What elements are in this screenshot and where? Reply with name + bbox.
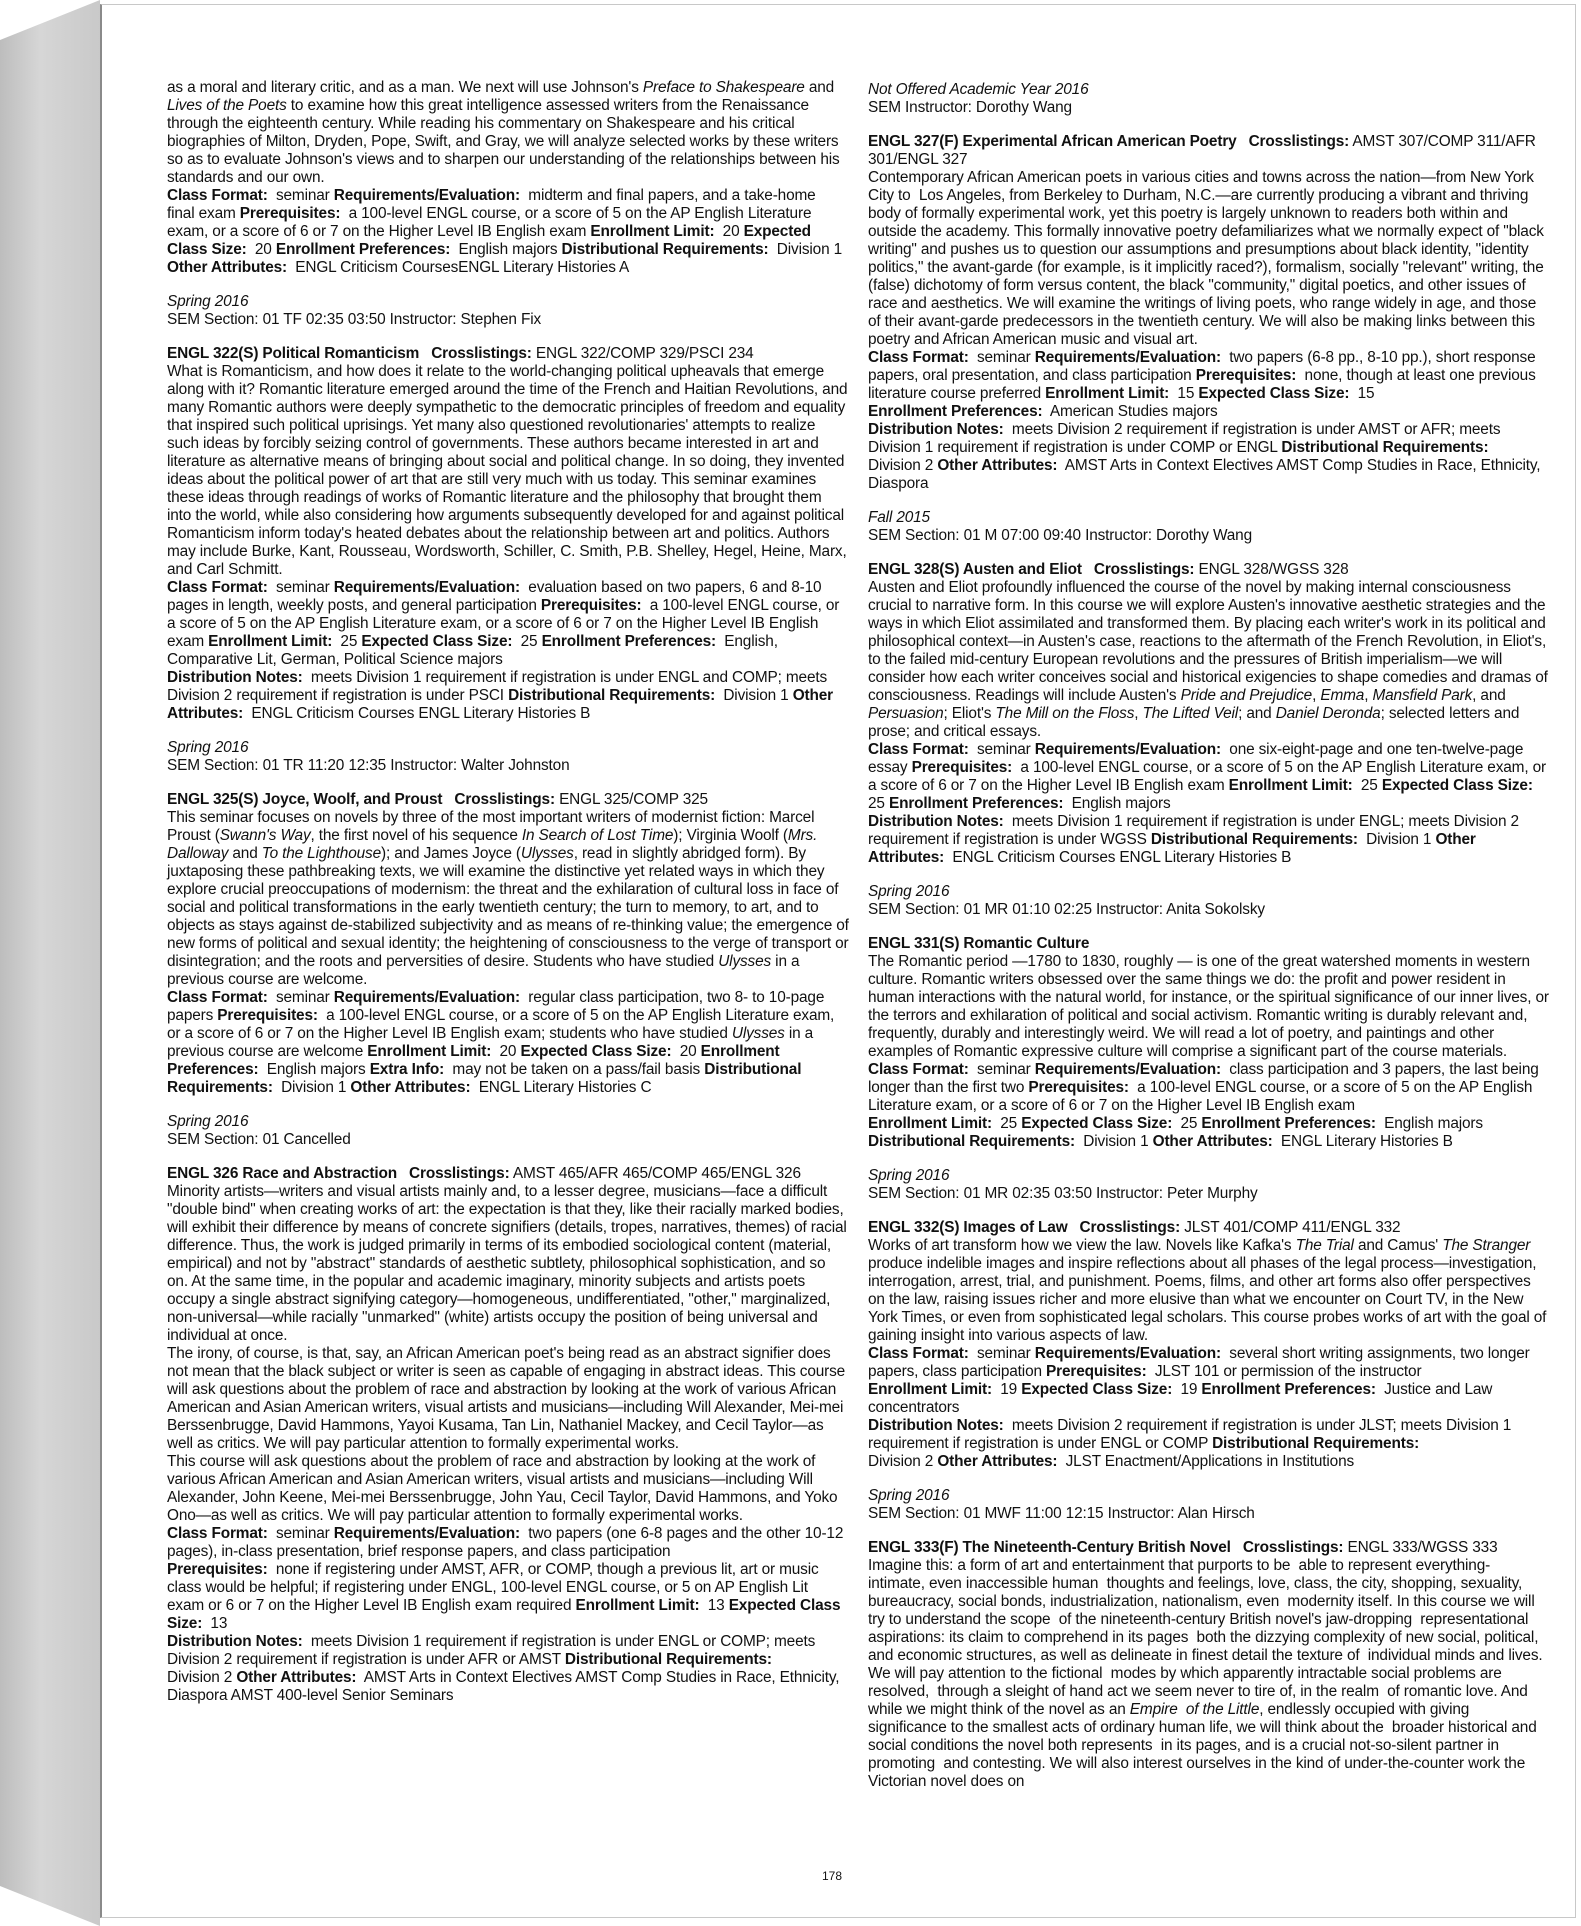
course-description: Contemporary African American poets in various cities and towns across the nation—from New York City to Los Angeles, from Berkeley to Durham, N.C.—are currently producing a vibrant and thriving body of formally experimental work, yet this poetry is largely unknown to readers both within and outside the academy. This formally innovative poetry defamiliarizes what we normally expect of "black writing" and pushes us to question our assumptions and presumptions about black identity, "identity politics," the avant-garde (for example, is it implicitly raced?), formalism, socially "relevant" writing, the (false) dichotomy of form versus content, the black "community," digital poetics, and other issues of race and aesthetics. We will examine the writings of living poets, who range widely in age, and those of their avant-garde predecessors in the twentieth century. We will also be making links between this poetry and African American music and visual art. [868, 169, 1544, 348]
right-column [868, 81, 1550, 1791]
course-heading [868, 133, 1550, 169]
course-section: SEM Section: 01 TF 02:35 03:50 Instructor: Stephen Fix [167, 311, 542, 328]
left-column [167, 79, 849, 1705]
course-section: SEM Section: 01 MR 02:35 03:50 Instructor: Peter Murphy [868, 1185, 1258, 1202]
course-heading [167, 345, 849, 363]
course-continuation [167, 79, 849, 329]
course-entry [868, 1539, 1550, 1791]
course-section: SEM Section: 01 MR 01:10 02:25 Instructor: Anita Sokolsky [868, 901, 1265, 918]
course-section: SEM Section: 01 Cancelled [167, 1131, 351, 1148]
book-spine [0, 0, 100, 1926]
course-title: ENGL 331(S) Romantic Culture [868, 935, 1090, 952]
course-entry [868, 561, 1550, 919]
crosslistings-value: ENGL 328/WGSS 328 [1194, 561, 1349, 578]
crosslistings-value: ENGL 325/COMP 325 [554, 791, 708, 808]
course-description: Minority artists—writers and visual artists mainly and, to a lesser degree, musicians—face a difficult "double bind" when creating works of art: the expectation is that they, like their racially marked bodies, will exhibit their difference by means of concrete signifiers (details, tropes, narratives, themes) of racial difference. Thus, the work is judged primarily in terms of its embodied sociological content (material, empirical) and not by "abstract" standards of aesthetic subtlety, philosophical sophistication, and so on. At the same time, in the popular and academic imaginary, minority subjects and artists poets occupy a single abstract signifying category—homogeneous, undifferentiated, "other," marginalized, non-universal—while racially "unmarked" (white) artists occupy the position of being universal and individual at once. The irony, of course, is that, say, an African American poet's being read as an abstract signifier does not mean that the black subject or writer is seen as capable of engaging in abstract ideas. This course will ask questions about the problem of race and abstraction by looking at the work of various African American and Asian American writers, visual artists and musicians—including Will Alexander, Mei-mei Berssenbrugge, David Hammons, Yayoi Kusama, Tan Lin, Nathaniel Mackey, and Cecil Taylor—as well as critics. We will pay particular attention to formally experimental works. This course will ask questions about the problem of race and abstraction by looking at the work of various African American and Asian American writers, visual artists and musicians—including Will Alexander, John Keene, Mei-mei Berssenbrugge, John Yau, Cecil Taylor, David Hammons, and Yoko Ono—as well as critics. We will pay particular attention to formally experimental works. [167, 1183, 847, 1524]
course-description: as a moral and literary critic, and as a man. We next will use Johnson's Preface to Shakespeare and Lives of the Poets to examine how this great intelligence assessed writers from the Renaissance through the eighteenth century. While reading his commentary on Shakespeare and his critical biographies of Milton, Dryden, Pope, Swift, and Gray, we will analyze selected works by these writers so as to evaluate Johnson's views and to sharpen our understanding of the relationships between his standards and our own. [167, 79, 840, 186]
crosslistings-value: JLST 401/COMP 411/ENGL 332 [1180, 1219, 1401, 1236]
course-entry [167, 791, 849, 1149]
spacer [167, 723, 849, 739]
course-description: Imagine this: a form of art and entertainment that purports to be able to represent everything- intimate, even inaccessible human thoughts and feelings, love, class, the city, shopping, sexuality, bureaucracy, social bonds, industrialization, nationalism, even modernity itself. In this course we will try to understand the scope of the nineteenth-century British novel's jaw-dropping representational aspirations: its claim to comprehend in its pages both the dizzying complexity of new social, political, and economic structures, as well as delineate in finest detail the texture of individual minds and lives. We will pay attention to the fictional modes by which apparently intractable social problems are resolved, through a sleight of hand act we seem never to tire of, in the realm of romantic love. And while we might think of the novel as an Empire of the Little, endlessly occupied with giving significance to the smallest acts of ordinary human life, we will think about the broader historical and social conditions the novel both represents in its pages, and is a crucial not-so-silent partner in promoting and contesting. We will also interest ourselves in the kind of under-the-counter work the Victorian novel does on [868, 1557, 1543, 1790]
course-entry [868, 935, 1550, 1203]
course-description: Works of art transform how we view the law. Novels like Kafka's The Trial and Camus' The Stranger produce indelible images and inspire reflections about all phases of the legal process—investigation, interrogation, arrest, trial, and punishment. Poems, films, and other art forms also offer perspectives on the law, raising issues richer and more elusive than what we encounter on Court TV, in the New York Times, or even from sophisticated legal scholars. This course probes works of art with the goal of gaining insight into various aspects of law. [868, 1237, 1547, 1344]
course-section: SEM Section: 01 MWF 11:00 12:15 Instructor: Alan Hirsch [868, 1505, 1255, 1522]
course-heading [868, 1539, 1550, 1557]
crosslistings-value: ENGL 322/COMP 329/PSCI 234 [531, 345, 754, 362]
spacer [167, 1149, 849, 1165]
spacer [868, 1523, 1550, 1539]
spine-top-bevel [0, 0, 100, 40]
course-section: SEM Instructor: Dorothy Wang [868, 99, 1072, 116]
course-heading [167, 791, 849, 809]
spacer [167, 775, 849, 791]
crosslistings-value: AMST 465/AFR 465/COMP 465/ENGL 326 [509, 1165, 801, 1182]
course-description: Austen and Eliot profoundly influenced the course of the novel by making internal consciousness crucial to narrative form. In this course we will explore Austen's innovative aesthetic strategies and the ways in which Eliot assimilated and transformed them. By placing each writer's work in its political and philosophical context—in Austen's case, reactions to the aftermath of the French Revolution, in Eliot's, to the failed mid-century European revolutions and the pressures of British imperialism—we will consider how each writer conceives social and historical exigencies to shape comedies and dramas of consciousness. Readings will include Austen's Pride and Prejudice, Emma, Mansfield Park, and Persuasion; Eliot's The Mill on the Floss, The Lifted Veil; and Daniel Deronda; selected letters and prose; and critical essays. [868, 579, 1548, 740]
course-details: Class Format: seminar Requirements/Evaluation: two papers (6-8 pp., 8-10 pp.), short response papers, oral presentation, and class participation Prerequisites: none, though at least one previous literature course preferred Enrollment Limit: 15 Expected Class Size: 15 Enrollment Preferences: American Studies majors Distribution Notes: meets Division 2 requirement if registration is under AMST or AFR; meets Division 1 requirement if registration is under COMP or ENGL Distributional Requirements: Division 2 Other Attributes: AMST Arts in Context Electives AMST Comp Studies in Race, Ethnicity, Diaspora [868, 349, 1541, 492]
spacer [868, 1151, 1550, 1167]
course-entry [167, 1165, 849, 1705]
spine-bottom-bevel [0, 1886, 100, 1926]
crosslistings-label: Crosslistings: [454, 791, 555, 808]
course-term: Spring 2016 [167, 293, 249, 310]
course-entry [167, 345, 849, 775]
course-description: This seminar focuses on novels by three of the most important writers of modernist fiction: Marcel Proust (Swann's Way, the first novel of his sequence In Search of Lost Time); Virginia Woolf (Mrs. Dalloway and To the Lighthouse); and James Joyce (Ulysses, read in slightly abridged form). By juxtaposing these pathbreaking texts, we will examine the distinctive yet related ways in which they explore crucial preoccupations of modernism: the threat and the exhilaration of cultural loss in face of social and political transformations in the early twentieth century; the turn to memory, to art, and to objects as stays against de-stabilized subjectivity and as means of re-thinking value; the emergence of new forms of political and sexual identity; the heightening of consciousness to the verge of transport or disintegration; and the roots and perversities of desire. Students who have studied Ulysses in a previous course are welcome. [167, 809, 849, 988]
course-title: ENGL 328(S) Austen and Eliot [868, 561, 1082, 578]
course-term: Spring 2016 [167, 739, 249, 756]
spacer [868, 1203, 1550, 1219]
crosslistings-label: Crosslistings: [1079, 1219, 1181, 1236]
course-entry [868, 133, 1550, 545]
crosslistings-label: Crosslistings: [409, 1165, 510, 1182]
course-term: Spring 2016 [167, 1113, 249, 1130]
course-title: ENGL 333(F) The Nineteenth-Century British Novel [868, 1539, 1231, 1556]
spacer [868, 919, 1550, 935]
spacer [868, 545, 1550, 561]
course-details: Class Format: seminar Requirements/Evaluation: several short writing assignments, two longer papers, class participation Prerequisites: JLST 101 or permission of the instructor Enrollment Limit: 19 Expected Class Size: 19 Enrollment Preferences: Justice and Law concentrators Distribution Notes: meets Division 2 requirement if registration is under JLST; meets Division 1 requirement if registration is under ENGL or COMP Distributional Requirements: Division 2 Other Attributes: JLST Enactment/Applications in Institutions [868, 1345, 1530, 1470]
course-entry [868, 1219, 1550, 1523]
spacer [868, 867, 1550, 883]
course-term: Spring 2016 [868, 883, 950, 900]
spacer [167, 329, 849, 345]
course-title: ENGL 326 Race and Abstraction [167, 1165, 398, 1182]
course-description: What is Romanticism, and how does it relate to the world-changing political upheavals that emerge along with it? Romantic literature emerged around the time of the French and Haitian Revolutions, and many Romantic authors were deeply sympathetic to the democratic principles of freedom and equality that inspired such political uprisings. Yet many also questioned revolutionaries' attempts to realize such ideas by forcibly seizing control of governments. These authors became interested in art and literature as alternative means of bringing about social and political change. In so doing, they invented ideas about the political power of art that are still very much with us today. This seminar examines these ideas through readings of works of Romantic literature and the philosophy that brought them into the world, while also considering how arguments subsequently developed for and against political Romanticism inform today's heated debates about the relationship between art and politics. Authors may include Burke, Kant, Rousseau, Wordsworth, Schiller, C. Smith, P.B. Shelley, Hegel, Heine, Marx, and Carl Schmitt. [167, 363, 848, 578]
crosslistings-label: Crosslistings: [431, 345, 532, 362]
course-details: Class Format: seminar Requirements/Evaluation: midterm and final papers, and a take-home final exam Prerequisites: a 100-level ENGL course, or a score of 5 on the AP English Literature exam, or a score of 6 or 7 on the Higher Level IB English exam Enrollment Limit: 20 Expected Class Size: 20 Enrollment Preferences: English majors Distributional Requirements: Division 1 Other Attributes: ENGL Criticism CoursesENGL Literary Histories A [167, 187, 843, 276]
course-details: Class Format: seminar Requirements/Evaluation: class participation and 3 papers, the last being longer than the first two Prerequisites: a 100-level ENGL course, or a score of 5 on the AP English Literature exam, or a score of 6 or 7 on the Higher Level IB English exam Enrollment Limit: 25 Expected Class Size: 25 Enrollment Preferences: English majors Distributional Requirements: Division 1 Other Attributes: ENGL Literary Histories B [868, 1061, 1539, 1150]
spacer [868, 1471, 1550, 1487]
course-heading [868, 935, 1550, 953]
course-section: SEM Section: 01 TR 11:20 12:35 Instructor: Walter Johnston [167, 757, 570, 774]
course-continuation [868, 81, 1550, 117]
course-title: ENGL 325(S) Joyce, Woolf, and Proust [167, 791, 443, 808]
course-term: Not Offered Academic Year 2016 [868, 81, 1089, 98]
course-title: ENGL 322(S) Political Romanticism [167, 345, 420, 362]
course-heading [868, 1219, 1550, 1237]
spacer [868, 493, 1550, 509]
catalog-page [100, 4, 1576, 1918]
spacer [167, 277, 849, 293]
page-number: 178 [822, 1869, 843, 1883]
course-details: Class Format: seminar Requirements/Evaluation: one six-eight-page and one ten-twelve-page essay Prerequisites: a 100-level ENGL course, or a score of 5 on the AP English Literature exam, or a score of 6 or 7 on the Higher Level IB English exam Enrollment Limit: 25 Expected Class Size: 25 Enrollment Preferences: English majors Distribution Notes: meets Division 1 requirement if registration is under ENGL; meets Division 2 requirement if registration is under WGSS Distributional Requirements: Division 1 Other Attributes: ENGL Criticism Courses ENGL Literary Histories B [868, 741, 1546, 866]
course-title: ENGL 332(S) Images of Law [868, 1219, 1068, 1236]
course-details: Class Format: seminar Requirements/Evaluation: evaluation based on two papers, 6 and 8-10 pages in length, weekly posts, and general participation Prerequisites: a 100-level ENGL course, or a score of 5 on the AP English Literature exam, or a score of 6 or 7 on the Higher Level IB English exam Enrollment Limit: 25 Expected Class Size: 25 Enrollment Preferences: English, Comparative Lit, German, Political Science majors Distribution Notes: meets Division 1 requirement if registration is under ENGL and COMP; meets Division 2 requirement if registration is under PSCI Distributional Requirements: Division 1 Other Attributes: ENGL Criticism Courses ENGL Literary Histories B [167, 579, 840, 722]
crosslistings-label: Crosslistings: [1248, 133, 1350, 150]
course-section: SEM Section: 01 M 07:00 09:40 Instructor: Dorothy Wang [868, 527, 1252, 544]
course-term: Spring 2016 [868, 1487, 950, 1504]
course-description: The Romantic period —1780 to 1830, roughly — is one of the great watershed moments in western culture. Romantic writers obsessed over the same things we do: the profit and power resident in human interactions with the natural world, for instance, or the spiritual significance of our inner lives, or the terrors and exhilaration of political and social activism. Romantic writing is durably relevant and, frequently, durably and interestingly weird. We will read a lot of poetry, and paintings and other examples of Romantic expressive culture will comprise a significant part of the course materials. [868, 953, 1549, 1060]
spacer [167, 1097, 849, 1113]
course-term: Spring 2016 [868, 1167, 950, 1184]
course-details: Class Format: seminar Requirements/Evaluation: two papers (one 6-8 pages and the other 10-12 pages), in-class presentation, brief response papers, and class participation Prerequisites: none if registering under AMST, AFR, or COMP, though a previous lit, art or music class would be helpful; if registering under ENGL, 100-level ENGL course, or 5 on AP English Lit exam or 6 or 7 on the Higher Level IB English exam required Enrollment Limit: 13 Expected Class Size: 13 Distribution Notes: meets Division 1 requirement if registration is under ENGL or COMP; meets Division 2 requirement if registration is under AFR or AMST Distributional Requirements: Division 2 Other Attributes: AMST Arts in Context Electives AMST Comp Studies in Race, Ethnicity, Diaspora AMST 400-level Senior Seminars [167, 1525, 844, 1704]
course-heading [868, 561, 1550, 579]
course-term: Fall 2015 [868, 509, 930, 526]
course-details: Class Format: seminar Requirements/Evaluation: regular class participation, two 8- to 10-page papers Prerequisites: a 100-level ENGL course, or a score of 5 on the AP English Literature exam, or a score of 6 or 7 on the Higher Level IB English exam; students who have studied Ulysses in a previous course are welcome Enrollment Limit: 20 Expected Class Size: 20 Enrollment Preferences: English majors Extra Info: may not be taken on a pass/fail basis Distributional Requirements: Division 1 Other Attributes: ENGL Literary Histories C [167, 989, 835, 1096]
spacer [868, 117, 1550, 133]
crosslistings-label: Crosslistings: [1093, 561, 1195, 578]
crosslistings-value: ENGL 333/WGSS 333 [1343, 1539, 1498, 1556]
crosslistings-value: AMST 307/COMP 311/AFR 301/ENGL 327 [868, 133, 1536, 168]
course-heading [167, 1165, 849, 1183]
course-title: ENGL 327(F) Experimental African American Poetry [868, 133, 1237, 150]
crosslistings-label: Crosslistings: [1242, 1539, 1344, 1556]
